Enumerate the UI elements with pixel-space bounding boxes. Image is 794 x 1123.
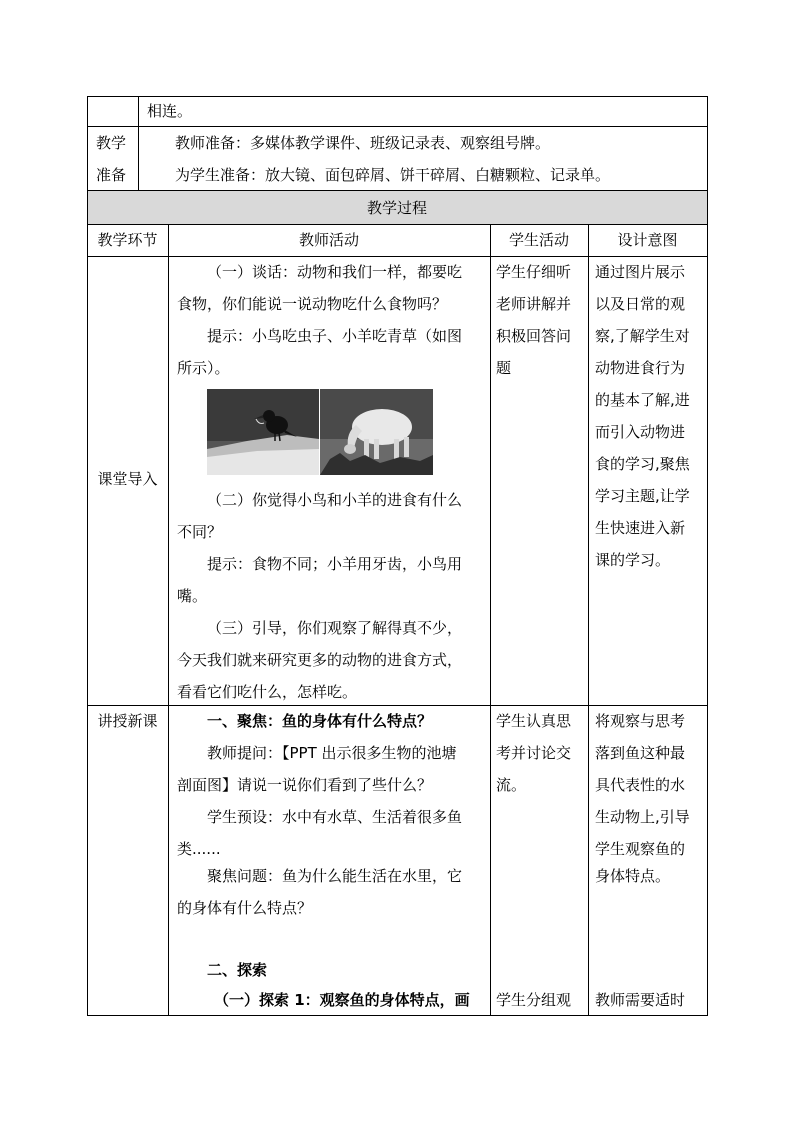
intent-line: 学生观察鱼的 xyxy=(595,840,686,858)
teacher-line: 二、探索 xyxy=(207,961,268,979)
intent-line: 课的学习。 xyxy=(595,551,671,569)
teacher-line: （一）谈话：动物和我们一样，都要吃 xyxy=(207,263,463,281)
student-prep: 为学生准备：放大镜、面包碎屑、饼干碎屑、白糖颗粒、记录单。 xyxy=(175,166,611,184)
intent-line: 学习主题,让学 xyxy=(595,487,690,505)
student-line: 学生分组观 xyxy=(496,991,572,1009)
header-stage: 教学环节 xyxy=(97,231,158,249)
teacher-line: 不同？ xyxy=(177,523,223,541)
header-student: 学生活动 xyxy=(508,231,569,249)
teacher-line: 学生预设：水中有水草、生活着很多鱼 xyxy=(207,808,463,826)
header-intent: 设计意图 xyxy=(617,231,678,249)
process-title: 教学过程 xyxy=(366,199,427,217)
intent-line: 教师需要适时 xyxy=(595,991,686,1009)
intent-line: 生动物上,引导 xyxy=(595,808,690,826)
intent-line: 动物进食行为 xyxy=(595,359,686,377)
rule xyxy=(588,224,589,1016)
teacher-line: 类...... xyxy=(177,840,221,858)
rule xyxy=(168,224,169,1016)
teacher-line: 聚焦问题：鱼为什么能生活在水里，它 xyxy=(207,867,463,885)
teacher-line: 今天我们就来研究更多的动物的进食方式， xyxy=(177,651,463,669)
teacher-line: 的身体有什么特点？ xyxy=(177,899,313,917)
teacher-line: 剖面图】请说一说你们看到了些什么？ xyxy=(177,776,433,794)
teacher-prep: 教师准备：多媒体教学课件、班级记录表、观察组号牌。 xyxy=(175,134,551,152)
student-line: 积极回答问 xyxy=(496,327,572,345)
sheep-eating-photo xyxy=(320,389,433,475)
intent-line: 具代表性的水 xyxy=(595,776,686,794)
student-line: 题 xyxy=(496,359,512,377)
intent-line: 以及日常的观 xyxy=(595,295,686,313)
teacher-line: （二）你觉得小鸟和小羊的进食有什么 xyxy=(207,491,463,509)
stage-intro: 课堂导入 xyxy=(97,470,158,488)
rule xyxy=(490,224,491,1016)
student-line: 流。 xyxy=(496,776,527,794)
teacher-line: 看看它们吃什么，怎样吃。 xyxy=(177,683,358,701)
intent-line: 察,了解学生对 xyxy=(595,327,690,345)
intent-line: 落到鱼这种最 xyxy=(595,744,686,762)
teacher-line: 提示：小鸟吃虫子、小羊吃青草（如图 xyxy=(207,327,463,345)
intent-line: 而引入动物进 xyxy=(595,423,686,441)
header-teacher: 教师活动 xyxy=(298,231,359,249)
teacher-line: 食物，你们能说一说动物吃什么食物吗？ xyxy=(177,295,448,313)
teacher-line: 提示：食物不同；小羊用牙齿，小鸟用 xyxy=(207,555,463,573)
intent-line: 将观察与思考 xyxy=(595,712,686,730)
teacher-line: （三）引导，你们观察了解得真不少， xyxy=(207,619,463,637)
student-line: 学生认真思 xyxy=(496,712,572,730)
teacher-line: 嘴。 xyxy=(177,587,208,605)
teacher-line: 一、聚焦：鱼的身体有什么特点？ xyxy=(207,712,433,730)
teacher-line: （一）探索 1：观察鱼的身体特点，画 xyxy=(214,991,470,1009)
student-line: 老师讲解并 xyxy=(496,295,572,313)
stage-new-lesson: 讲授新课 xyxy=(97,712,158,730)
intent-line: 生快速进入新 xyxy=(595,519,686,537)
intent-line: 的基本了解,进 xyxy=(595,391,690,409)
rule xyxy=(138,96,139,191)
student-line: 学生仔细听 xyxy=(496,263,572,281)
rule xyxy=(707,96,708,1016)
prep-label-1: 教学 xyxy=(96,134,127,152)
teacher-line: 所示）。 xyxy=(177,359,230,377)
prep-label-2: 准备 xyxy=(96,166,127,184)
student-line: 考并讨论交 xyxy=(496,744,572,762)
intent-line: 通过图片展示 xyxy=(595,263,686,281)
continued-text: 相连。 xyxy=(147,102,193,120)
intent-line: 食的学习,聚焦 xyxy=(595,455,690,473)
teacher-line: 教师提问：【PPT 出示很多生物的池塘 xyxy=(207,744,457,762)
intent-line: 身体特点。 xyxy=(595,867,671,885)
bird-eating-photo xyxy=(207,389,319,475)
